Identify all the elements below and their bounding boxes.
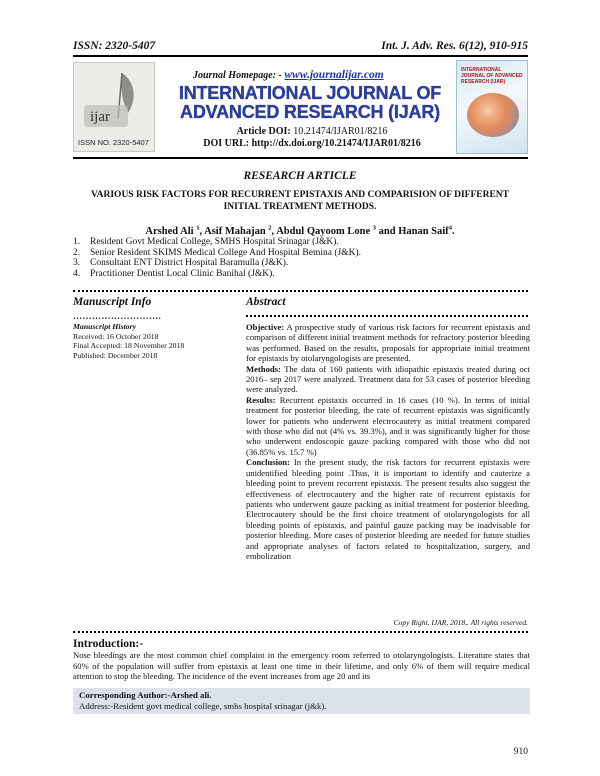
received-date: Received: 16 October 2018 bbox=[73, 331, 159, 341]
author: Asif Mahajan $^2$, bbox=[204, 224, 277, 237]
author: Abdul Qayoom Lone $^3$ and bbox=[276, 224, 399, 237]
logo-issn: ISSN NO. 2320-5407 bbox=[78, 138, 149, 147]
section-divider bbox=[73, 290, 528, 292]
abstract-divider bbox=[246, 315, 528, 317]
paper-title bbox=[80, 189, 520, 213]
abstract-objective: Objective: A prospective study of various risk factors for recurrent epistaxis and comparison of different initial treatment methods for refractory posterior bleeding was performed. Based on the results, proposals for appropriate initial treatment for epistaxis by otolaryngologists are presented. bbox=[246, 322, 530, 364]
corresponding-author-box bbox=[73, 688, 530, 714]
journal-title-line2: ADVANCED RESEARCH (IJAR) bbox=[180, 102, 440, 122]
affiliation-item: 4. Practitioner Dentist Local Clinic Banihal (J&K). bbox=[73, 268, 275, 279]
journal-cover-image bbox=[456, 60, 528, 154]
header-rule bbox=[73, 55, 528, 57]
published-date: Published: December 2018 bbox=[73, 350, 158, 360]
banner-rule bbox=[73, 157, 528, 159]
abstract-conclusion: Conclusion: In the present study, the risk factors for recurrent epistaxis were unidentified bleeding point .Thus, it is important to identify and cauterize a bleeding point to prevent recurrent epistaxis. The present results also suggest the effectiveness of electrocautery and the higher rate of recurrent epistaxis for patients who underwent gauze packing as initial treatment for posterior bleeding. Electrocautery should be the first choice treatment of otolaryngologists for all bleeding points of epistaxis, and painful gauze packing may be inadvisable for posterior bleeding. More cases of posterior bleeding are needed for future studies and appropriate analyses of factors related to hospitalization, surgery, and embolization bbox=[246, 457, 530, 561]
abstract-body bbox=[246, 322, 530, 561]
article-doi-label: Article DOI: bbox=[236, 126, 291, 137]
journal-banner bbox=[73, 58, 528, 154]
homepage-link[interactable]: www.journalijar.com bbox=[284, 69, 384, 81]
cover-art-icon bbox=[467, 93, 519, 137]
article-doi bbox=[173, 126, 451, 137]
doi-url-label: DOI URL: bbox=[203, 138, 250, 149]
journal-title-line1: INTERNATIONAL JOURNAL OF bbox=[178, 83, 442, 103]
affiliation-list bbox=[73, 237, 361, 279]
paper-title-line1: VARIOUS RISK FACTORS FOR RECURRENT EPISTAXIS AND COMPARISION OF DIFFERENT bbox=[91, 190, 509, 200]
introduction-text: Nose bleedings are the most common chief complaint in the emergency room referred to otolaryngologists. Literature states that 60% of the population will suffer from epistaxis at least one time in their lifetime, and only 6% of them will require medical attention to stop the bleeding. The incidence of the event increases from age 20 and its bbox=[73, 650, 530, 682]
journal-logo bbox=[73, 62, 155, 152]
corresponding-author: Corresponding Author:-Arshed ali. bbox=[79, 690, 212, 700]
article-doi-value: 10.21474/IJAR01/8216 bbox=[293, 126, 388, 137]
manuscript-info-dots: ………………………. bbox=[73, 311, 162, 321]
journal-homepage bbox=[193, 69, 384, 81]
quill-logo-icon bbox=[78, 67, 152, 135]
page-number: 910 bbox=[513, 747, 528, 757]
homepage-label: Journal Homepage: - bbox=[193, 70, 282, 81]
abstract-results: Results: Recurrent epistaxis occurred in 16 cases (10 %). In terms of initial treatment for posterior bleeding, the rate of recurrent epistaxis was significantly lower for patients who underwent electrocautery as initial treatment compared with those who did not (4% vs. 39.3%), and it was significantly higher for those who underwent endoscopic gauze packing compared with those who did not (36.85% vs. 15.7 %) bbox=[246, 394, 530, 457]
header-issn: ISSN: 2320-5407 bbox=[73, 40, 156, 52]
cover-title: INTERNATIONAL JOURNAL OF ADVANCED RESEARCH (IJAR) bbox=[461, 67, 523, 85]
paper-title-line2: INITIAL TREATMENT METHODS. bbox=[223, 202, 377, 212]
abstract-heading: Abstract bbox=[246, 296, 286, 308]
abstract-end-divider bbox=[73, 631, 528, 633]
header-citation: Int. J. Adv. Res. 6(12), 910-915 bbox=[381, 40, 528, 52]
author: Arshed Ali $^1$, bbox=[145, 224, 205, 237]
history-label: Manuscript History bbox=[73, 322, 137, 331]
affiliation-item: 3. Consultant ENT District Hospital Baramulla (J&K). bbox=[73, 258, 289, 268]
abstract-methods: Methods: The data of 160 patients with idiopathic epistaxis treated during oct 2016– sep 2017 were analyzed. Treatment data for 53 cases of posterior bleeding were analyzed. bbox=[246, 363, 530, 395]
article-type: RESEARCH ARTICLE bbox=[243, 170, 357, 182]
author-list bbox=[0, 224, 600, 237]
manuscript-info-heading: Manuscript Info bbox=[73, 296, 152, 308]
introduction-heading: Introduction:- bbox=[73, 638, 144, 650]
manuscript-history bbox=[73, 322, 184, 360]
corresponding-address: Address:-Resident govt medical college, smhs hospital srinagar (j&k). bbox=[79, 701, 327, 711]
logo-text: ijar bbox=[90, 109, 110, 125]
doi-url bbox=[173, 138, 451, 149]
journal-title bbox=[169, 84, 451, 122]
author: Hanan Saif$^4$. bbox=[398, 224, 455, 237]
doi-url-value[interactable]: http://dx.doi.org/10.21474/IJAR01/8216 bbox=[251, 138, 421, 149]
affiliation-item: 2. Senior Resident SKIMS Medical College And Hospital Bemina (J&K). bbox=[73, 247, 361, 258]
affiliation-item: 1. Resident Govt Medical College, SMHS Hospital Srinagar (J&K). bbox=[73, 237, 339, 247]
copyright-notice: Copy Right, IJAR, 2018,. All rights reserved. bbox=[393, 618, 528, 627]
accepted-date: Final Accepted: 18 November 2018 bbox=[73, 341, 185, 350]
